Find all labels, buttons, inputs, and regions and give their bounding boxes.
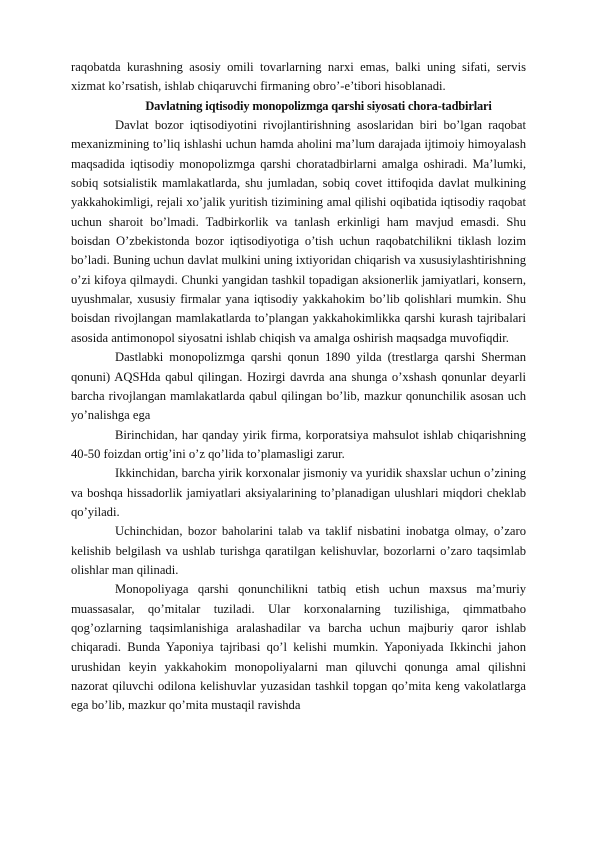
body-paragraph: Ikkinchidan, barcha yirik korxonalar jismoniy va yuridik shaxslar uchun o’zining va boshqa hissadorlik jamiyatlari aksiyalarining to’planadigan ulushlari miqdori cheklab qo’yiladi. — [71, 466, 526, 519]
document-page — [71, 58, 526, 716]
body-paragraph: Birinchidan, har qanday yirik firma, korporatsiya mahsulot ishlab chiqarishning 40-50 foizdan ortig’ini o’z qo’lida to’plamasligi zarur. — [71, 427, 526, 461]
body-paragraph: Uchinchidan, bozor baholarini talab va taklif nisbatini inobatga olmay, o’zaro kelishib belgilash va ushlab turishga qaratilgan kelishuvlar, bozorlarni o’zaro taqsimlab olishlar man qilinadi. — [71, 524, 526, 577]
body-paragraph: Dastlabki monopolizmga qarshi qonun 1890 yilda (trestlarga qarshi Sherman qonuni) AQSHda qabul qilingan. Hozirgi davrda ana shunga o’xshash qonunlar deyarli barcha rivojlangan mamlakatlarda qabul qilingan bo’lib, mazkur qonunchilik asosan uch yo’nalishga ega — [71, 350, 526, 423]
intro-paragraph: raqobatda kurashning asosiy omili tovarlarning narxi emas, balki uning sifati, servis xizmat ko’rsatish, ishlab chiqaruvchi firmaning obro’-e’tibori hisoblanadi. — [71, 60, 526, 94]
body-paragraph: Monopoliyaga qarshi qonunchilikni tatbiq etish uchun maxsus ma’muriy muassasalar, qo’mitalar tuziladi. Ular korxonalarning tuzilishiga, qimmatbaho qog’ozlarning taqsimlanishiga aralashadilar va barcha uchun majburiy qaror ishlab chiqaradi. Bunda Yaponiya tajribasi qo’l kelishi mumkin. Yaponiyada Ikkinchi jahon urushidan keyin yakkahokim monopoliyalarni man qiluvchi qonunga amal qilishni nazorat qiluvchi odilona kelishuvlar yuzasidan tashkil topgan qo’mita keng vakolatlarga ega bo’lib, mazkur qo’mita mustaqil ravishda — [71, 582, 526, 713]
section-heading: Davlatning iqtisodiy monopolizmga qarshi siyosati chora-tadbirlari — [145, 98, 492, 113]
body-paragraph: Davlat bozor iqtisodiyotini rivojlantirishning asoslaridan biri bo’lgan raqobat mexanizmining to’liq ishlashi uchun hamda aholini ma’lum darajada ijtimoiy himoyalash maqsadida iqtisodiy monopolizmga qarshi choratadbirlarni amalga oshiradi. Ma’lumki, sobiq sotsialistik mamlakatlarda, shu jumladan, sobiq covet ittifoqida davlat mulkining yakkahokimligi, rejali xo’jalik yuritish tizimining amal qilishi oqibatida iqtisodiy raqobat uchun sharoit bo’lmadi. Tadbirkorlik va tanlash erkinligi ham mavjud emasdi. Shu boisdan O’zbekistonda bozor iqtisodiyotiga o’tish uchun raqobatchilikni tiklash lozim bo’ladi. Buning uchun davlat mulkini uning ixtiyoridan chiqarish va xususiylashtirishning o’zi kifoya qilmaydi. Chunki yangidan tashkil topadigan aksionerlik jamiyatlari, konsern, uyushmalar, xususiy firmalar yana iqtisodiy yakkahokim bo’lib qolishlari mumkin. Shu boisdan rivojlangan mamlakatlarda to’plangan yakkahokimlikka qarshi kurash tajribalari asosida antimonopol siyosatni ishlab chiqish va amalga oshirish maqsadga muvofiqdir. — [71, 118, 526, 345]
